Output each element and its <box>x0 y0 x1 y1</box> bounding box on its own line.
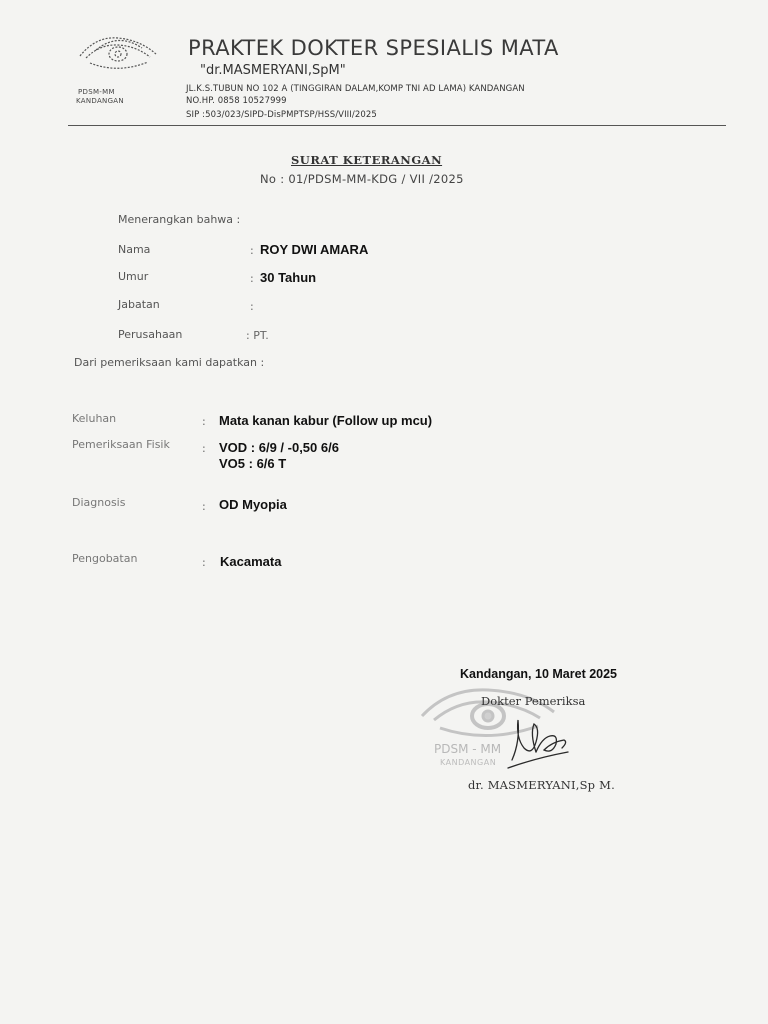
exam-label-keluhan: Keluhan <box>72 412 117 425</box>
exam-value-vod: VOD : 6/9 / -0,50 6/6 <box>219 440 339 455</box>
field-colon-jabatan: : <box>250 300 254 313</box>
exam-intro: Dari pemeriksaan kami dapatkan : <box>74 356 265 369</box>
handwritten-signature <box>506 712 574 774</box>
patient-intro: Menerangkan bahwa : <box>118 213 241 226</box>
letter-number: No : 01/PDSM-MM-KDG / VII /2025 <box>260 172 464 186</box>
logo-caption-line-1: PDSM-MM <box>78 88 115 96</box>
clinic-phone: NO.HP. 0858 10527999 <box>186 96 287 106</box>
exam-colon-diagnosis: : <box>202 500 206 513</box>
stamp-line-1: PDSM - MM <box>434 742 502 756</box>
header-divider <box>68 125 726 126</box>
exam-value-diagnosis: OD Myopia <box>219 497 287 512</box>
logo-caption-line-2: KANDANGAN <box>76 97 124 105</box>
exam-value-keluhan: Mata kanan kabur (Follow up mcu) <box>219 413 433 428</box>
stamp-line-2: KANDANGAN <box>440 758 497 767</box>
exam-value-pengobatan: Kacamata <box>220 554 282 569</box>
clinic-address: JL.K.S.TUBUN NO 102 A (TINGGIRAN DALAM,KOMP TNI AD LAMA) KANDANGAN <box>186 84 525 94</box>
clinic-logo <box>76 30 160 105</box>
field-label-jabatan: Jabatan <box>118 298 160 311</box>
exam-colon-pengobatan: : <box>202 556 206 569</box>
exam-label-diagnosis: Diagnosis <box>72 496 126 509</box>
signature-doctor-name: dr. MASMERYANI,Sp M. <box>468 778 615 792</box>
exam-value-vos: VO5 : 6/6 T <box>219 456 287 471</box>
letter-heading: SURAT KETERANGAN <box>291 153 443 167</box>
signature-place-date: Kandangan, 10 Maret 2025 <box>460 667 618 681</box>
field-colon-umur: : <box>250 272 254 285</box>
eye-logo-icon <box>76 30 160 74</box>
doctor-name-header: "dr.MASMERYANI,SpM" <box>200 63 346 78</box>
clinic-sip: SIP :503/023/SIPD-DisPMPTSP/HSS/VIII/2025 <box>186 110 377 120</box>
signature-role: Dokter Pemeriksa <box>481 694 586 708</box>
exam-colon-pemeriksaan: : <box>202 442 206 455</box>
exam-label-pengobatan: Pengobatan <box>72 552 138 565</box>
clinic-title: PRAKTEK DOKTER SPESIALIS MATA <box>188 36 559 60</box>
exam-colon-keluhan: : <box>202 415 206 428</box>
field-label-umur: Umur <box>118 270 149 283</box>
field-label-nama: Nama <box>118 243 151 256</box>
exam-label-pemeriksaan: Pemeriksaan Fisik <box>72 438 170 451</box>
field-colon-perusahaan: : PT. <box>246 329 269 342</box>
field-value-nama: ROY DWI AMARA <box>260 242 369 257</box>
field-value-umur: 30 Tahun <box>260 270 317 285</box>
field-label-perusahaan: Perusahaan <box>118 328 183 341</box>
field-colon-nama: : <box>250 244 254 257</box>
